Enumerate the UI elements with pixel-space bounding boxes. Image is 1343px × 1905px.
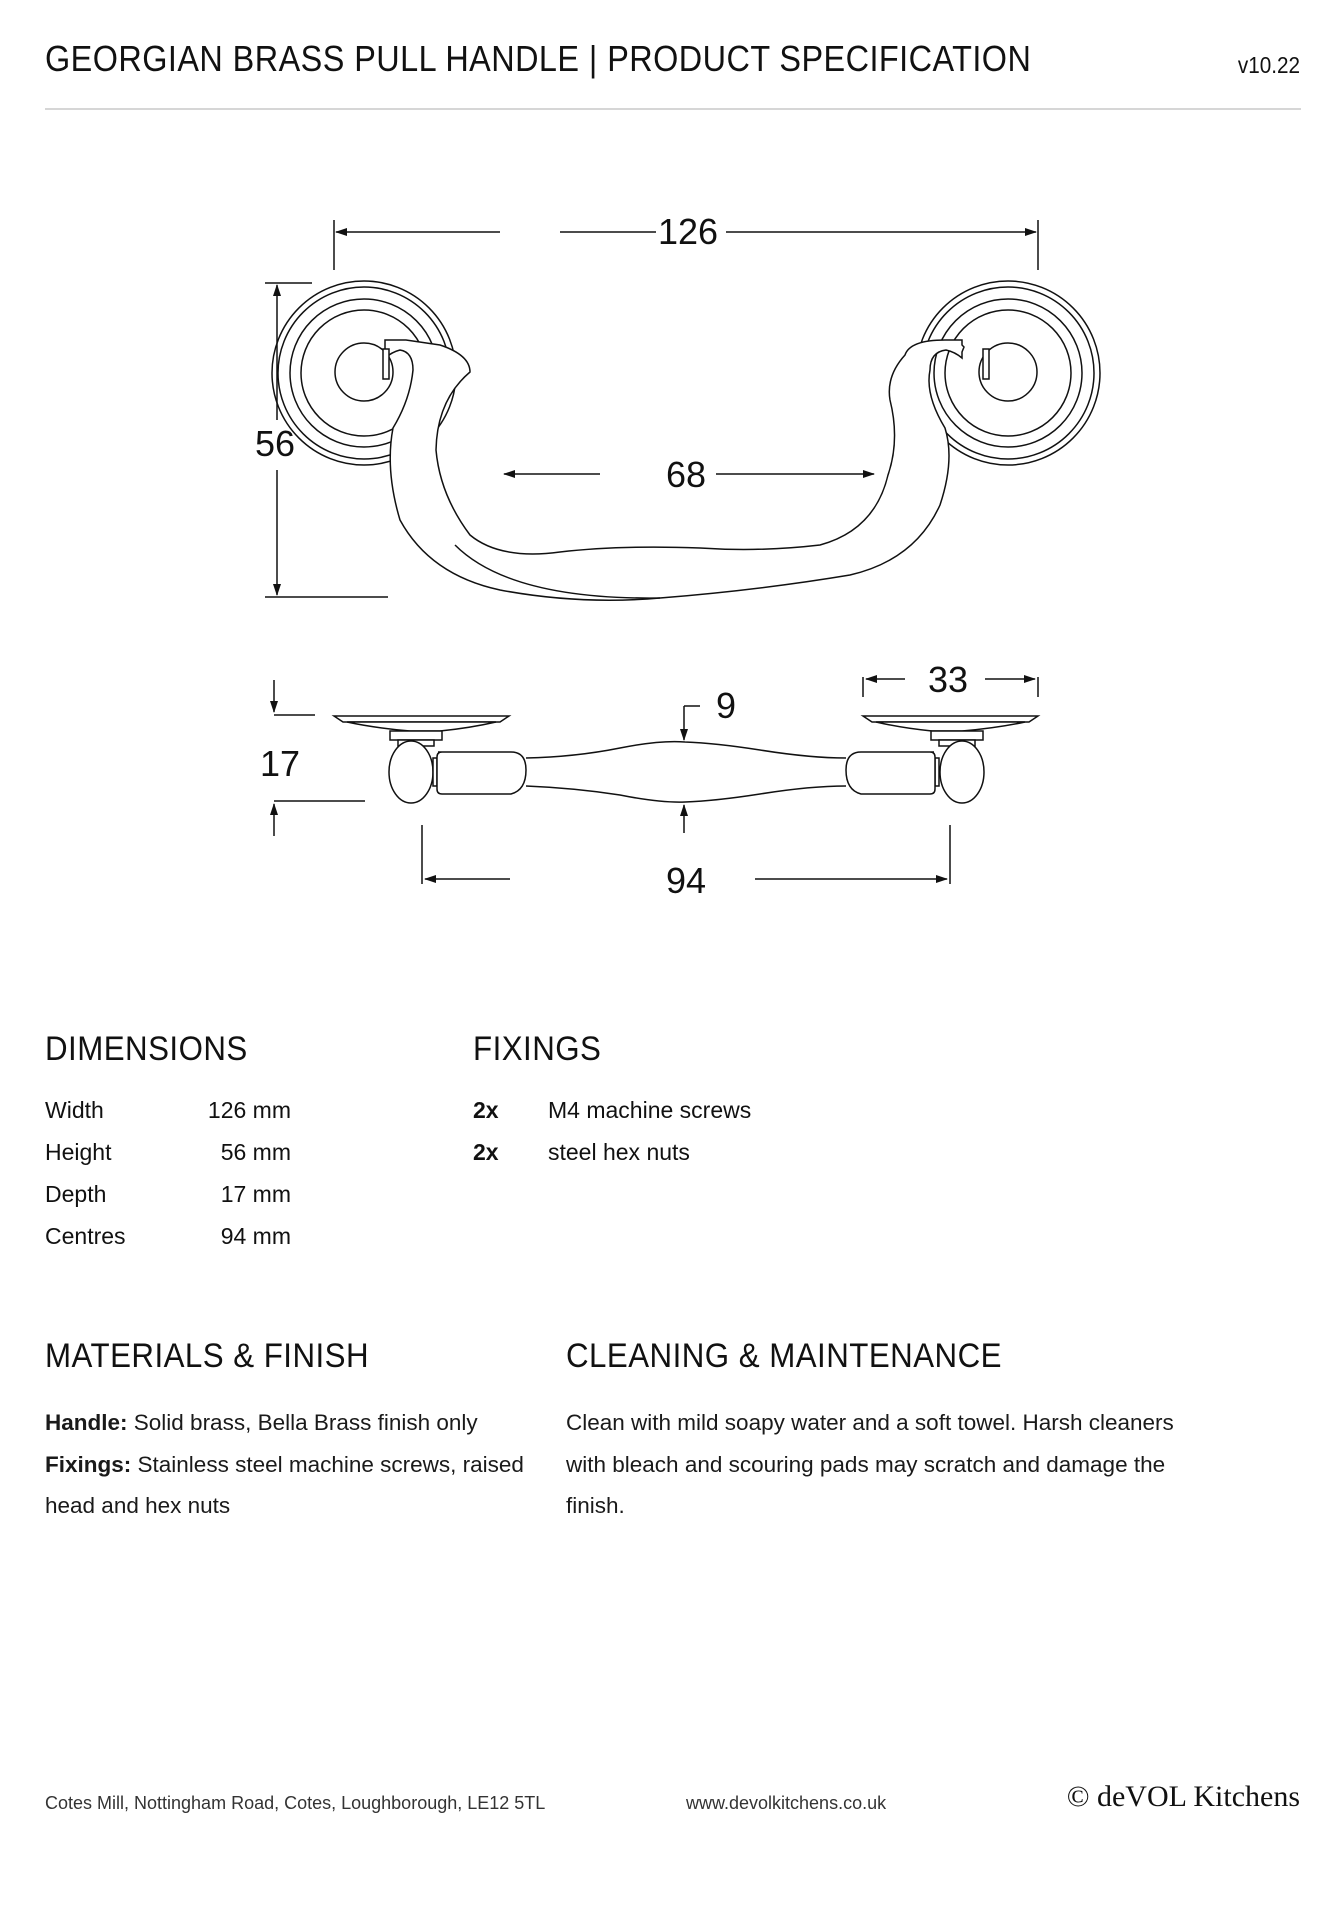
dimension-value: 94 mm <box>220 1223 291 1249</box>
side-view <box>274 677 1038 884</box>
dim-inner-width-label: 68 <box>665 454 707 495</box>
version-label: v10.22 <box>1237 52 1300 78</box>
dim-grip-label: 9 <box>715 685 737 726</box>
brand-logo: © deVOL Kitchens <box>1066 1780 1300 1813</box>
footer-address: Cotes Mill, Nottingham Road, Cotes, Loughborough, LE12 5TL <box>45 1793 546 1813</box>
dim-backplate-label: 33 <box>927 659 969 700</box>
dim-height-label: 56 <box>254 423 296 464</box>
fixing-quantity: 2x <box>473 1139 499 1165</box>
dimension-label: Centres <box>45 1223 126 1249</box>
fixings-list <box>0 1097 900 1177</box>
dimension-value: 56 mm <box>220 1139 291 1165</box>
front-view <box>265 220 1100 600</box>
fixing-item: M4 machine screws <box>548 1097 752 1123</box>
materials-fixings-line-2: head and hex nuts <box>45 1493 231 1518</box>
cleaning-line: with bleach and scouring pads may scratch and damage the <box>566 1451 1166 1477</box>
page-title: GEORGIAN BRASS PULL HANDLE | PRODUCT SPECIFICATION <box>45 38 1032 79</box>
materials-handle-line <box>45 1402 545 1444</box>
handle-text: Solid brass, Bella Brass finish only <box>127 1410 478 1435</box>
fixing-quantity: 2x <box>473 1097 499 1123</box>
materials-heading: MATERIALS & FINISH <box>45 1337 370 1375</box>
materials-body <box>45 1402 545 1527</box>
dimension-label: Height <box>45 1139 112 1165</box>
cleaning-line: Clean with mild soapy water and a soft towel. Harsh cleaners <box>566 1410 1174 1435</box>
footer-website[interactable]: www.devolkitchens.co.uk <box>686 1793 887 1813</box>
fixings-label: Fixings: <box>45 1451 132 1477</box>
fixing-item: steel hex nuts <box>548 1139 690 1165</box>
dimension-value: 17 mm <box>220 1181 291 1207</box>
cleaning-line: finish. <box>566 1493 625 1518</box>
cleaning-heading: CLEANING & MAINTENANCE <box>566 1337 1002 1375</box>
fixings-text: Stainless steel machine screws, raised <box>131 1451 524 1477</box>
dimension-value: 126 mm <box>207 1097 291 1123</box>
dim-depth-label: 17 <box>259 743 301 784</box>
fixings-heading: FIXINGS <box>473 1030 602 1068</box>
dimension-label: Width <box>45 1097 104 1123</box>
cleaning-body <box>566 1402 1286 1527</box>
handle-label: Handle: <box>45 1410 128 1435</box>
dimension-label: Depth <box>45 1181 107 1207</box>
materials-fixings-line <box>45 1444 545 1486</box>
dim-centres-label: 94 <box>665 860 707 901</box>
dimensions-heading: DIMENSIONS <box>45 1030 248 1068</box>
dim-width-label: 126 <box>657 211 719 252</box>
